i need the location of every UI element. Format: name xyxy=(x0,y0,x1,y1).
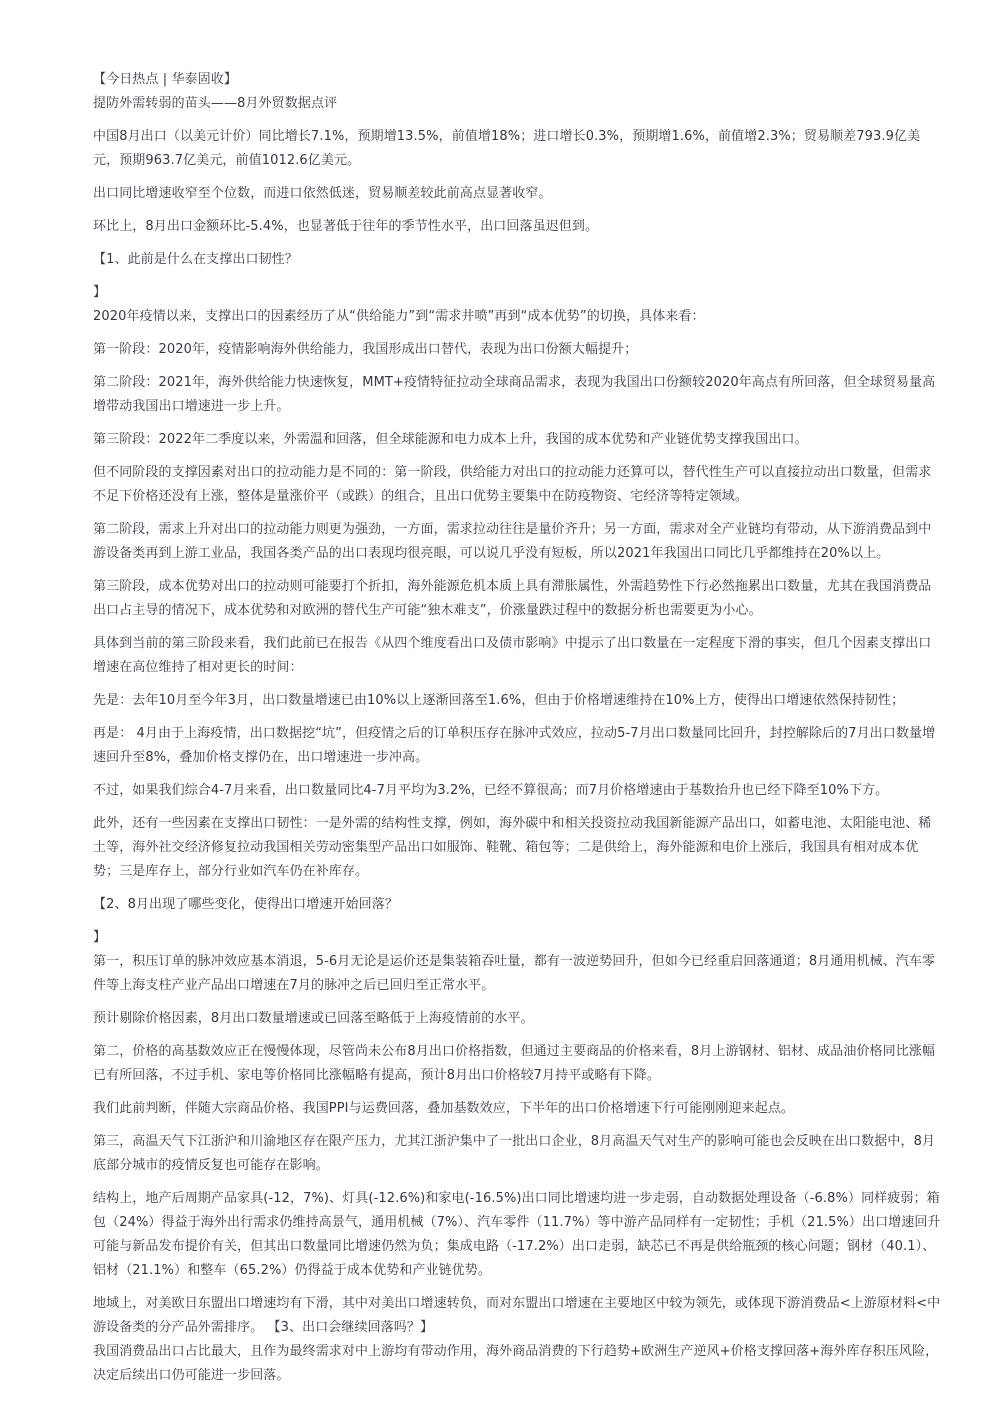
paragraph: 2020年疫情以来，支撑出口的因素经历了从“供给能力”到“需求井喷”再到“成本优势”的切换，具体来看： xyxy=(93,309,705,324)
article-tag: 【今日热点 | 华泰固收】 xyxy=(93,72,237,87)
paragraph: 再是： 4月由于上海疫情，出口数据挖“坑”，但疫情之后的订单积压存在脉冲式效应，拉动5-7月出口数量同比回升，封控解除后的7月出口数量增速回升至8%，叠加价格支撑仍在，出口增速进一步冲高。 xyxy=(93,726,936,765)
section-heading-1: 【1、此前是什么在支撑出口韧性？ xyxy=(93,252,298,267)
section-heading-2: 【2、8月出现了哪些变化，使得出口增速开始回落？ xyxy=(93,897,398,912)
paragraph: 第一阶段：2020年，疫情影响海外供给能力，我国形成出口替代，表现为出口份额大幅提升； xyxy=(93,342,638,357)
paragraph: 环比上，8月出口金额环比-5.4%，也显著低于往年的季节性水平，出口回落虽迟但到。 xyxy=(93,219,599,234)
paragraph: 地域上，对美欧日东盟出口增速均有下滑，其中对美出口增速转负，而对东盟出口增速在主要地区中较为领先，或体现下游消费品<上游原材料<中游设备类的分产品外需排序。 【3、出口会继续回落吗？】 xyxy=(93,1296,941,1335)
paragraph: 不过，如果我们综合4-7月来看，出口数量同比4-7月平均为3.2%，已经不算很高；而7月价格增速由于基数抬升也已经下降至10%下方。 xyxy=(93,783,889,798)
paragraph: 第三阶段，成本优势对出口的拉动则可能要打个折扣，海外能源危机本质上具有滞胀属性，外需趋势性下行必然拖累出口数量，尤其在我国消费品出口占主导的情况下，成本优势和对欧洲的替代生产可能“独木难支”，价涨量跌过程中的数据分析也需要更为小心。 xyxy=(93,579,932,618)
paragraph: 第二阶段，需求上升对出口的拉动能力则更为强劲，一方面，需求拉动往往是量价齐升；另一方面，需求对全产业链均有带动，从下游消费品到中游设备类再到上游工业品，我国各类产品的出口表现均很亮眼，可以说几乎没有短板，所以2021年我国出口同比几乎都维持在20%以上。 xyxy=(93,522,932,561)
paragraph: 但不同阶段的支撑因素对出口的拉动能力是不同的：第一阶段，供给能力对出口的拉动能力还算可以，替代性生产可以直接拉动出口数量，但需求不足下价格还没有上涨，整体是量涨价平（或跌）的组合，且出口优势主要集中在防疫物资、宅经济等特定领域。 xyxy=(93,465,932,504)
paragraph: 第二阶段：2021年，海外供给能力快速恢复，MMT+疫情特征拉动全球商品需求，表现为我国出口份额较2020年高点有所回落，但全球贸易量高增带动我国出口增速进一步上升。 xyxy=(93,375,936,414)
article-title: 提防外需转弱的苗头——8月外贸数据点评 xyxy=(93,96,338,111)
paragraph: 第三阶段：2022年二季度以来，外需温和回落，但全球能源和电力成本上升，我国的成本优势和产业链优势支撑我国出口。 xyxy=(93,432,808,447)
section-heading-2-close: 】 xyxy=(93,930,107,945)
paragraph: 第三，高温天气下江浙沪和川渝地区存在限产压力，尤其江浙沪集中了一批出口企业，8月高温天气对生产的影响可能也会反映在出口数据中，8月底部分城市的疫情反复也可能存在影响。 xyxy=(93,1134,936,1173)
paragraph: 出口同比增速收窄至个位数，而进口依然低迷，贸易顺差较此前高点显著收窄。 xyxy=(93,186,552,201)
paragraph: 先是：去年10月至今年3月，出口数量增速已由10%以上逐渐回落至1.6%，但由于价格增速维持在10%上方，使得出口增速依然保持韧性； xyxy=(93,693,905,708)
section-heading-1-close: 】 xyxy=(93,285,107,300)
paragraph: 第二，价格的高基数效应正在慢慢体现，尽管尚未公布8月出口价格指数，但通过主要商品的价格来看，8月上游钢材、铝材、成品油价格同比涨幅已有所回落，不过手机、家电等价格同比涨幅略有提高，预计8月出口价格较7月持平或略有下降。 xyxy=(93,1044,936,1083)
paragraph: 中国8月出口（以美元计价）同比增长7.1%，预期增13.5%，前值增18%；进口增长0.3%，预期增1.6%，前值增2.3%；贸易顺差793.9亿美元，预期963.7亿美元，前值1012.6亿美元。 xyxy=(93,129,921,168)
paragraph: 此外，还有一些因素在支撑出口韧性：一是外需的结构性支撑，例如，海外碳中和相关投资拉动我国新能源产品出口，如蓄电池、太阳能电池、稀土等，海外社交经济修复拉动我国相关劳动密集型产品出口如服饰、鞋靴、箱包等；二是供给上，海外能源和电价上涨后，我国具有相对成本优势；三是库存上，部分行业如汽车仍在补库存。 xyxy=(93,816,932,879)
paragraph: 预计剔除价格因素，8月出口数量增速或已回落至略低于上海疫情前的水平。 xyxy=(93,1011,534,1026)
paragraph: 我国消费品出口占比最大，且作为最终需求对中上游均有带动作用，海外商品消费的下行趋势+欧洲生产逆风+价格支撑回落+海外库存积压风险，决定后续出口仍可能进一步回落。 xyxy=(93,1344,939,1383)
paragraph: 我们此前判断，伴随大宗商品价格、我国PPI与运费回落，叠加基数效应，下半年的出口价格增速下行可能刚刚迎来起点。 xyxy=(93,1101,795,1116)
paragraph: 具体到当前的第三阶段来看，我们此前已在报告《从四个维度看出口及债市影响》中提示了出口数量在一定程度下滑的事实，但几个因素支撑出口增速在高位维持了相对更长的时间： xyxy=(93,636,932,675)
paragraph: 结构上，地产后周期产品家具(-12，7%)、灯具(-12.6%)和家电(-16.5%)出口同比增速均进一步走弱，自动数据处理设备（-6.8%）同样疲弱；箱包（24%）得益于海外出行需求仍维持高景气，通用机械（7%）、汽车零件（11.7%）等中游产品同样有一定韧性；手机（21.5%）出口增速回升可能与新品发布提价有关，但其出口数量同比增速仍然为负；集成电路（-17.2%）出口走弱，缺芯已不再是供给瓶颈的核心问题；钢材（40.1）、铝材（21.1%）和整车（65.2%）仍得益于成本优势和产业链优势。 xyxy=(93,1191,941,1278)
paragraph: 第一，积压订单的脉冲效应基本消退，5-6月无论是运价还是集装箱吞吐量，都有一波逆势回升，但如今已经重启回落通道；8月通用机械、汽车零件等上海支柱产业产品出口增速在7月的脉冲之后已回归至正常水平。 xyxy=(93,954,936,993)
article xyxy=(93,68,943,1388)
